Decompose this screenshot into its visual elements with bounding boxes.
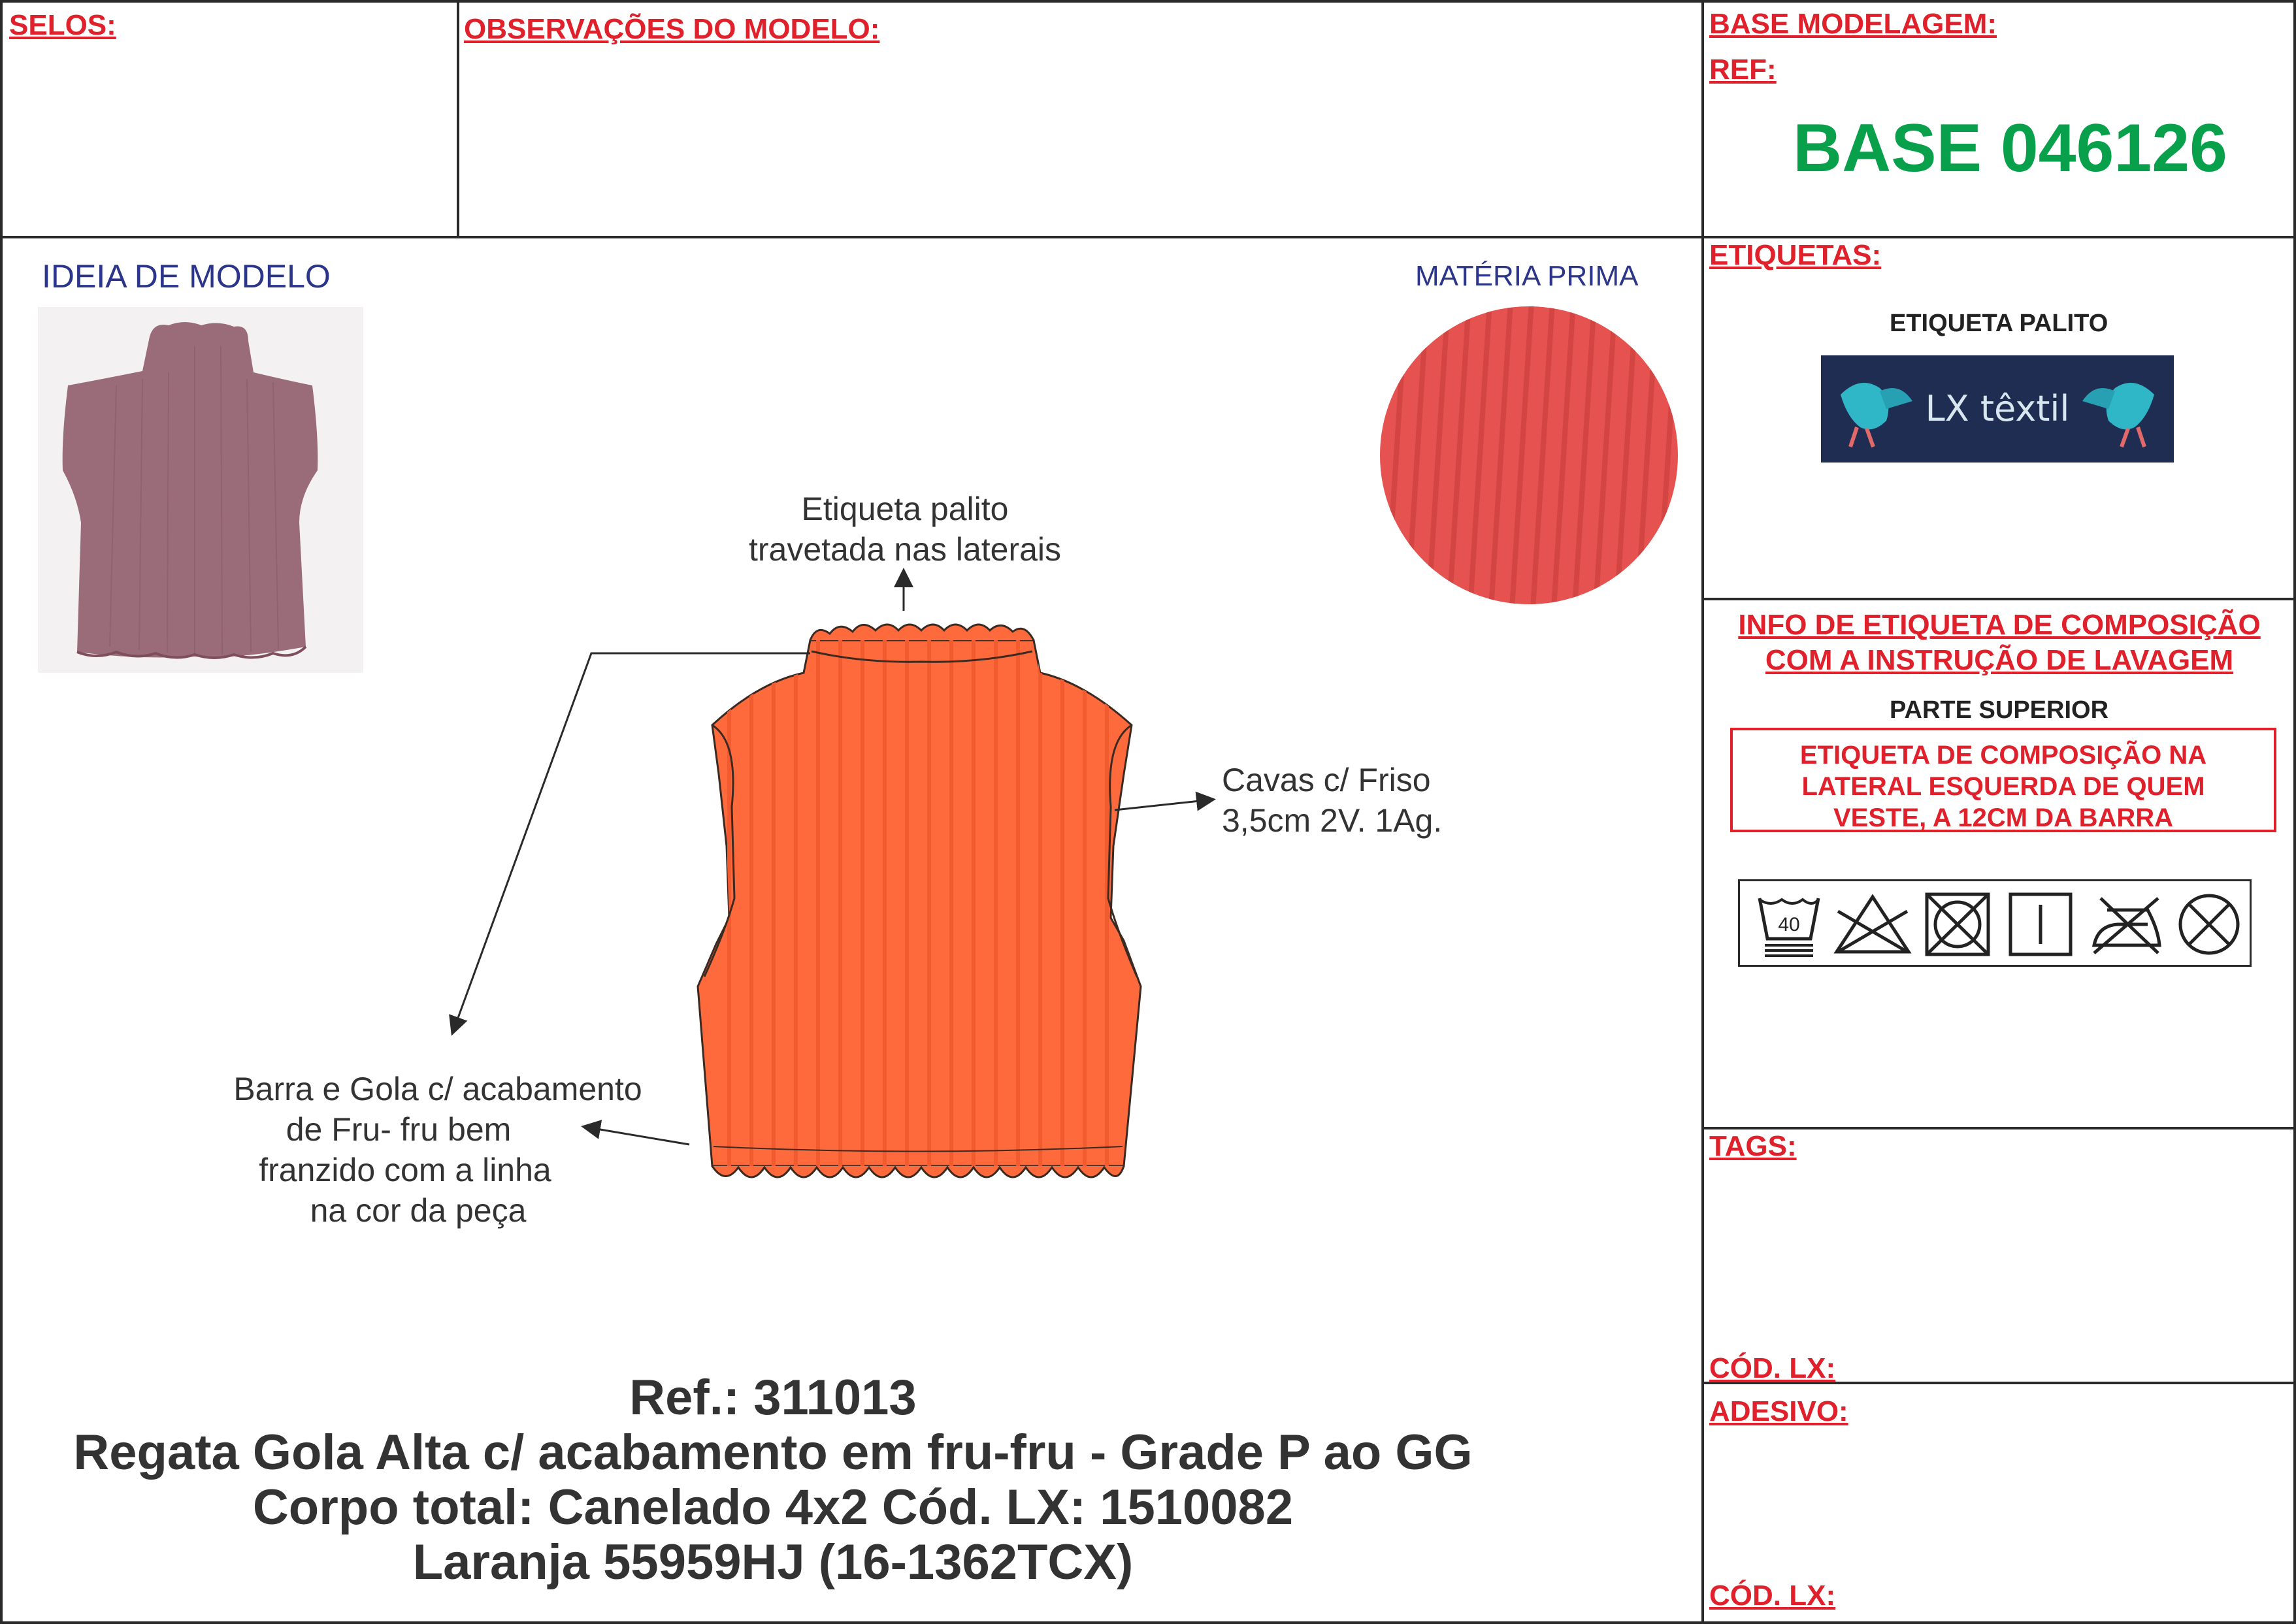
ref-line: Ref.: 311013: [629, 1370, 917, 1425]
composition-line3: VESTE, A 12CM DA BARRA: [1833, 804, 2174, 832]
fabric-line: Corpo total: Canelado 4x2 Cód. LX: 1510082: [252, 1480, 1294, 1535]
selos-label: SELOS:: [9, 9, 116, 41]
barra-annotation: [196, 1069, 680, 1231]
ref-label: REF:: [1709, 54, 1777, 86]
etiquetas-label: ETIQUETAS:: [1709, 239, 1882, 271]
info-heading-line2: COM A INSTRUÇÃO DE LAVAGEM: [1765, 644, 2234, 676]
composition-label-box: [1730, 728, 2276, 832]
composition-line2: LATERAL ESQUERDA DE QUEM: [1801, 772, 2205, 801]
color-line: Laranja 55959HJ (16-1362TCX): [412, 1535, 1134, 1590]
adesivo-label: ADESIVO:: [1709, 1395, 1848, 1427]
etiqueta-annotation: [706, 489, 1104, 570]
barra-annotation-line3: franzido com a linha: [259, 1152, 551, 1188]
base-modelagem-label: BASE MODELAGEM:: [1709, 8, 1997, 40]
barra-annotation-line2: de Fru- fru bem: [286, 1111, 512, 1148]
etiqueta-palito-label: ETIQUETA PALITO: [1890, 310, 2108, 337]
cavas-arrow: [1115, 800, 1212, 810]
composition-line1: ETIQUETA DE COMPOSIÇÃO NA: [1799, 741, 2207, 770]
brand-logo: [1821, 355, 2174, 463]
materia-prima-title: MATÉRIA PRIMA: [1415, 260, 1639, 292]
info-heading-line1: INFO DE ETIQUETA DE COMPOSIÇÃO: [1738, 609, 2261, 641]
no-iron-icon: [2088, 890, 2163, 958]
base-ref-code: BASE 046126: [1793, 110, 2227, 186]
cod-lx-label-adesivo: CÓD. LX:: [1709, 1580, 1836, 1612]
no-dry-clean-icon: [2175, 890, 2243, 958]
cod-lx-label-tags: CÓD. LX:: [1709, 1352, 1836, 1384]
tags-label: TAGS:: [1709, 1130, 1797, 1162]
gola-arrow: [453, 653, 810, 1032]
cavas-annotation-line1: Cavas c/ Friso: [1222, 762, 1431, 798]
barra-annotation-line4: na cor da peça: [310, 1192, 527, 1229]
cavas-annotation: [1222, 760, 1442, 841]
observacoes-label: OBSERVAÇÕES DO MODELO:: [464, 13, 880, 45]
etiqueta-annotation-line2: travetada nas laterais: [748, 531, 1062, 568]
svg-text:40: 40: [1778, 914, 1800, 935]
etiqueta-annotation-line1: Etiqueta palito: [801, 491, 1009, 527]
cavas-annotation-line2: 3,5cm 2V. 1Ag.: [1222, 802, 1443, 839]
parte-superior-label: PARTE SUPERIOR: [1890, 696, 2109, 724]
wash-40-icon: [1753, 892, 1825, 957]
barra-annotation-line1: Barra e Gola c/ acabamento: [233, 1071, 642, 1107]
no-bleach-icon: [1831, 892, 1914, 957]
brand-logo-text: LX têxtil: [1925, 388, 2070, 429]
care-symbols-strip: [1738, 879, 2252, 967]
description-line: Regata Gola Alta c/ acabamento em fru-fru - Grade P ao GG: [73, 1425, 1473, 1480]
line-dry-icon: [2007, 890, 2075, 958]
ideia-de-modelo-title: IDEIA DE MODELO: [42, 258, 331, 295]
no-tumble-dry-icon: [1922, 890, 1993, 958]
